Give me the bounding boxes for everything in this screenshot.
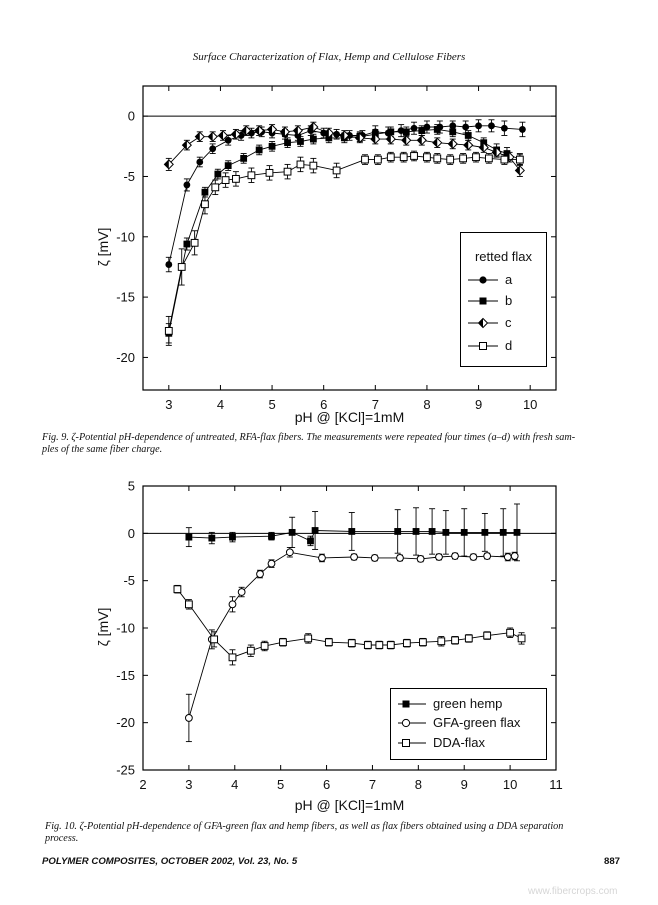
y-tick-label: -10 [116, 229, 135, 245]
data-point-d [447, 156, 454, 163]
data-point-dda-flax [507, 629, 514, 636]
data-point-d [400, 154, 407, 161]
data-point-dda-flax [348, 640, 355, 647]
data-point-dda-flax [438, 638, 445, 645]
data-point-d [411, 153, 418, 160]
y-tick-label: -5 [123, 168, 135, 184]
data-point-c-fill [208, 132, 212, 141]
data-point-a [196, 159, 203, 166]
legend-label: c [505, 315, 512, 330]
data-point-a [209, 145, 216, 152]
caption-line: Fig. 10. ζ-Potential pH-dependence of GFA-green flax and hemp fibers, as well as flax fibers obtained using a DDA separation [45, 821, 564, 832]
data-point-b [310, 136, 317, 143]
x-tick-label: 5 [268, 397, 276, 412]
x-tick-label: 9 [460, 777, 468, 792]
data-point-dda-flax [247, 647, 254, 654]
data-point-green-hemp [307, 538, 314, 545]
data-point-c-fill [164, 160, 168, 169]
data-point-dda-flax [518, 635, 525, 642]
data-point-d [233, 175, 240, 182]
data-point-gfa-green-flax [470, 554, 477, 561]
data-point-c-fill [417, 136, 421, 145]
x-tick-label: 6 [320, 397, 328, 412]
data-point-dda-flax [484, 632, 491, 639]
series-green-hemp [185, 504, 520, 561]
data-point-dda-flax [305, 635, 312, 642]
data-point-green-hemp [289, 529, 296, 536]
x-tick-label: 8 [423, 397, 431, 412]
data-point-green-hemp [514, 529, 521, 536]
data-point-green-hemp [442, 529, 449, 536]
x-tick-label: 3 [165, 397, 173, 412]
data-point-b [434, 126, 441, 133]
open-square-marker-icon [467, 339, 499, 353]
y-tick-label: -5 [123, 573, 135, 589]
data-point-green-hemp [268, 533, 275, 540]
data-point-green-hemp [413, 528, 420, 535]
data-point-gfa-green-flax [511, 553, 518, 560]
data-point-d [284, 168, 291, 175]
legend-item-b [467, 294, 512, 308]
data-point-c-fill [402, 136, 406, 145]
data-point-d [202, 201, 209, 208]
legend-label: d [505, 338, 513, 353]
data-point-c-fill [195, 132, 199, 141]
data-point-green-hemp [312, 527, 319, 534]
data-point-green-hemp [461, 529, 468, 536]
legend-item-c [467, 316, 512, 330]
data-point-c-fill [232, 130, 236, 139]
data-point-d [266, 169, 273, 176]
data-point-green-hemp [229, 534, 236, 541]
data-point-c-fill [448, 140, 452, 149]
data-point-a [519, 126, 526, 133]
data-point-dda-flax [403, 640, 410, 647]
data-point-b [418, 127, 425, 134]
legend-label: DDA-flax [433, 735, 486, 750]
x-tick-label: 4 [216, 397, 225, 412]
data-point-gfa-green-flax [397, 555, 404, 562]
data-point-dda-flax [185, 601, 192, 608]
data-point-b [256, 147, 263, 154]
legend-item-gfa-green-flax [397, 716, 520, 730]
legend-label: GFA-green flax [433, 715, 521, 730]
x-axis-title: pH @ [KCl]=1mM [294, 409, 405, 425]
data-point-d [374, 156, 381, 163]
data-point-b [465, 132, 472, 139]
y-tick-label: -15 [116, 667, 135, 683]
x-tick-label: 4 [231, 777, 239, 792]
data-point-b [183, 241, 190, 248]
legend [390, 688, 547, 760]
data-point-d [485, 155, 492, 162]
data-point-green-hemp [348, 528, 355, 535]
y-tick-label: -20 [116, 715, 135, 731]
series-dda-flax [174, 585, 525, 665]
data-point-dda-flax [174, 586, 181, 593]
x-tick-label: 10 [522, 397, 538, 412]
y-tick-label: 0 [127, 108, 135, 124]
x-tick-label: 8 [414, 777, 422, 792]
data-point-dda-flax [465, 635, 472, 642]
data-point-gfa-green-flax [257, 571, 264, 578]
x-tick-label: 10 [502, 777, 518, 792]
data-point-d [473, 154, 480, 161]
legend-item-dda-flax [397, 736, 485, 750]
legend-item-a [467, 273, 512, 287]
data-point-green-hemp [208, 535, 215, 542]
data-point-green-hemp [500, 529, 507, 536]
x-tick-label: 3 [185, 777, 193, 792]
page-number: 887 [604, 856, 621, 867]
filled-circle-marker-icon [467, 273, 499, 287]
data-point-c-fill [182, 141, 186, 150]
data-point-d [460, 155, 467, 162]
data-point-green-hemp [429, 528, 436, 535]
data-point-dda-flax [420, 639, 427, 646]
data-point-b [269, 143, 276, 150]
data-point-a [165, 261, 172, 268]
data-point-dda-flax [376, 642, 383, 649]
legend-title: retted flax [474, 249, 533, 264]
open-square-marker-icon [397, 736, 427, 750]
data-point-gfa-green-flax [417, 555, 424, 562]
data-point-gfa-green-flax [286, 549, 293, 556]
data-point-gfa-green-flax [268, 560, 275, 567]
data-point-b [284, 139, 291, 146]
running-title: Surface Characterization of Flax, Hemp and Cellulose Fibers [192, 51, 466, 63]
data-point-d [434, 155, 441, 162]
y-tick-label: 5 [127, 478, 135, 494]
data-point-gfa-green-flax [229, 601, 236, 608]
x-tick-label: 7 [371, 397, 379, 412]
data-point-green-hemp [185, 534, 192, 541]
data-point-gfa-green-flax [504, 554, 511, 561]
data-point-c-fill [464, 141, 468, 150]
data-point-d [424, 154, 431, 161]
data-point-c-fill [255, 126, 259, 135]
data-point-gfa-green-flax [371, 555, 378, 562]
filled-square-marker-icon [397, 697, 427, 711]
data-point-gfa-green-flax [238, 589, 245, 596]
data-point-b [240, 155, 247, 162]
x-tick-label: 9 [474, 397, 483, 412]
y-tick-label: -15 [116, 289, 135, 305]
y-tick-label: -10 [116, 620, 135, 636]
data-point-d [165, 327, 172, 334]
figure-10-caption [45, 821, 563, 845]
legend-item-d [467, 339, 512, 353]
x-tick-label: 7 [368, 777, 377, 792]
y-tick-label: -25 [116, 762, 135, 778]
data-point-gfa-green-flax [319, 555, 326, 562]
data-point-dda-flax [280, 639, 287, 646]
data-point-gfa-green-flax [436, 554, 443, 561]
data-point-a [462, 124, 469, 131]
data-point-d [387, 154, 394, 161]
y-axis-title: ζ [mV] [95, 227, 111, 267]
data-point-d [178, 264, 185, 271]
data-point-a [488, 122, 495, 129]
data-point-b [225, 162, 232, 169]
data-point-c-fill [433, 138, 437, 147]
legend-label: green hemp [433, 696, 503, 711]
data-point-dda-flax [261, 643, 268, 650]
data-point-green-hemp [481, 529, 488, 536]
data-point-gfa-green-flax [351, 554, 358, 561]
data-point-b [297, 138, 304, 145]
data-point-gfa-green-flax [452, 553, 459, 560]
open-circle-marker-icon [397, 716, 427, 730]
caption-line: process. [45, 833, 79, 844]
diamond-marker-icon [467, 316, 499, 330]
data-point-green-hemp [394, 528, 401, 535]
legend-item-green-hemp [397, 697, 502, 711]
legend-label: a [505, 272, 513, 287]
figure-9-caption [42, 432, 575, 456]
legend [460, 232, 547, 367]
legend-label: b [505, 293, 513, 308]
y-tick-label: -20 [116, 349, 135, 365]
caption-line: ples of the same fiber charge. [42, 444, 163, 455]
y-tick-label: 0 [127, 525, 135, 541]
data-point-d [248, 172, 255, 179]
data-point-d [297, 161, 304, 168]
data-point-dda-flax [452, 637, 459, 644]
data-point-c-fill [219, 131, 223, 140]
x-tick-label: 6 [322, 777, 331, 792]
x-tick-label: 2 [139, 777, 147, 792]
x-tick-label: 5 [277, 777, 285, 792]
data-point-a [475, 122, 482, 129]
data-point-gfa-green-flax [185, 715, 192, 722]
data-point-dda-flax [325, 639, 332, 646]
data-point-d [333, 167, 340, 174]
data-point-a [501, 125, 508, 132]
data-point-dda-flax [211, 636, 218, 643]
data-point-gfa-green-flax [484, 553, 491, 560]
data-point-d [516, 156, 523, 163]
data-point-d [222, 177, 229, 184]
x-axis-title: pH @ [KCl]=1mM [294, 797, 405, 813]
filled-square-marker-icon [467, 294, 499, 308]
data-point-b [214, 171, 221, 178]
data-point-a [183, 182, 190, 189]
caption-line: Fig. 9. ζ-Potential pH-dependence of untreated, RFA-flax fibers. The measurements were repeated four times (a–d) with fresh sam- [42, 432, 576, 443]
x-tick-label: 11 [549, 777, 563, 792]
data-point-dda-flax [387, 642, 394, 649]
data-point-dda-flax [364, 642, 371, 649]
data-point-b [449, 128, 456, 135]
data-point-d [212, 184, 219, 191]
data-point-dda-flax [229, 654, 236, 661]
footer-journal-info: POLYMER COMPOSITES, OCTOBER 2002, Vol. 23, No. 5 [42, 856, 298, 867]
data-point-d [191, 239, 198, 246]
data-point-d [362, 156, 369, 163]
data-point-d [310, 162, 317, 169]
watermark: www.fibercrops.com [528, 886, 618, 897]
y-axis-title: ζ [mV] [95, 607, 111, 647]
data-point-d [501, 156, 508, 163]
data-point-b [403, 128, 410, 135]
